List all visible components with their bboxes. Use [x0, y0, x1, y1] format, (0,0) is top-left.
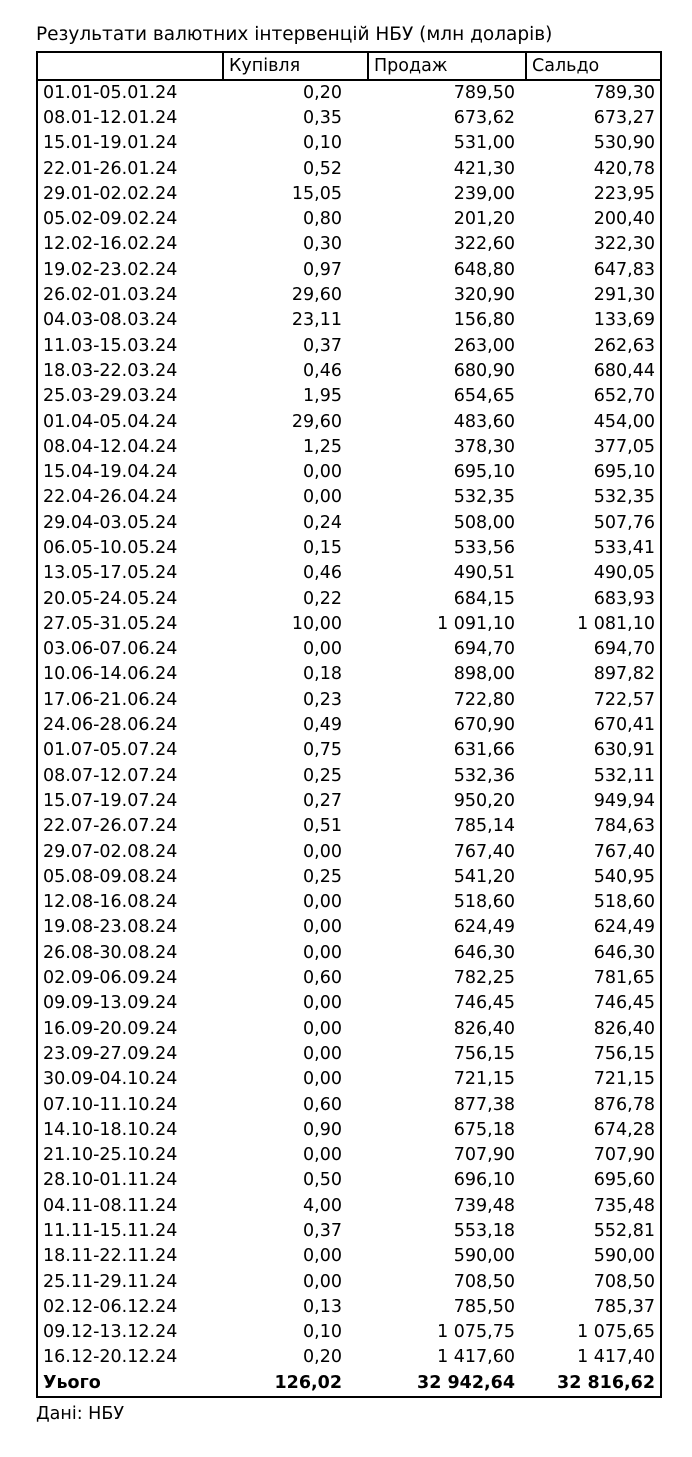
- total-label: Уього: [43, 1373, 101, 1394]
- buy-cell: 0,37: [303, 335, 342, 356]
- buy-cell: 0,97: [303, 259, 342, 280]
- table-row: [37, 991, 661, 1016]
- table-row: [37, 1117, 661, 1142]
- balance-cell: 746,45: [593, 993, 655, 1014]
- table-row: [37, 206, 661, 231]
- table-row: [37, 763, 661, 788]
- sell-cell: 541,20: [453, 866, 515, 887]
- balance-cell: 291,30: [593, 285, 655, 306]
- period-cell: 25.11-29.11.24: [43, 1271, 178, 1292]
- period-cell: 01.01-05.01.24: [43, 83, 178, 104]
- table-row: [37, 915, 661, 940]
- buy-cell: 0,00: [303, 892, 342, 913]
- page-title: Результати валютних інтервенцій НБУ (млн доларів): [36, 24, 553, 45]
- sell-cell: 532,36: [453, 765, 515, 786]
- buy-cell: 0,20: [303, 1347, 342, 1368]
- balance-cell: 420,78: [593, 158, 655, 179]
- buy-cell: 0,00: [303, 462, 342, 483]
- table-row: [37, 409, 661, 434]
- period-cell: 12.02-16.02.24: [43, 234, 178, 255]
- buy-cell: 0,00: [303, 917, 342, 938]
- buy-cell: 0,23: [303, 689, 342, 710]
- table-row: [37, 510, 661, 535]
- balance-cell: 530,90: [593, 133, 655, 154]
- period-cell: 09.09-13.09.24: [43, 993, 178, 1014]
- buy-cell: 23,11: [291, 310, 342, 331]
- sell-cell: 675,18: [453, 1119, 515, 1140]
- header-row: [37, 52, 661, 80]
- period-cell: 10.06-14.06.24: [43, 664, 178, 685]
- period-cell: 11.03-15.03.24: [43, 335, 178, 356]
- period-cell: 15.01-19.01.24: [43, 133, 178, 154]
- buy-cell: 0,75: [303, 740, 342, 761]
- period-cell: 23.09-27.09.24: [43, 1043, 178, 1064]
- table-row: [37, 1067, 661, 1092]
- table-row: [37, 257, 661, 282]
- balance-cell: 708,50: [593, 1271, 655, 1292]
- table-row: [37, 1244, 661, 1269]
- period-cell: 27.05-31.05.24: [43, 613, 178, 634]
- buy-cell: 0,60: [303, 1094, 342, 1115]
- buy-cell: 0,00: [303, 993, 342, 1014]
- buy-cell: 0,00: [303, 1018, 342, 1039]
- sell-cell: 673,62: [453, 107, 515, 128]
- table-body: [37, 80, 661, 1397]
- period-cell: 11.11-15.11.24: [43, 1221, 178, 1241]
- balance-cell: 552,81: [593, 1221, 655, 1241]
- balance-cell: 674,28: [593, 1119, 655, 1140]
- buy-cell: 0,10: [303, 133, 342, 154]
- period-cell: 26.08-30.08.24: [43, 942, 178, 963]
- balance-cell: 1 075,65: [577, 1322, 655, 1343]
- balance-cell: 322,30: [593, 234, 655, 255]
- period-cell: 15.07-19.07.24: [43, 790, 178, 811]
- table-row: [37, 232, 661, 257]
- balance-cell: 670,41: [593, 715, 655, 736]
- period-cell: 22.01-26.01.24: [43, 158, 178, 179]
- sell-cell: 531,00: [453, 133, 515, 154]
- table-row: [37, 1269, 661, 1294]
- buy-cell: 29,60: [291, 411, 342, 432]
- period-cell: 08.04-12.04.24: [43, 436, 178, 457]
- table-row: [37, 308, 661, 333]
- sell-cell: 533,56: [453, 537, 515, 558]
- period-cell: 26.02-01.03.24: [43, 285, 178, 306]
- balance-cell: 695,10: [593, 462, 655, 483]
- table-row: [37, 738, 661, 763]
- period-cell: 18.11-22.11.24: [43, 1246, 178, 1267]
- sell-cell: 826,40: [453, 1018, 515, 1039]
- sell-cell: 421,30: [453, 158, 515, 179]
- table-row: [37, 561, 661, 586]
- period-cell: 22.04-26.04.24: [43, 487, 178, 508]
- period-cell: 06.05-10.05.24: [43, 537, 178, 558]
- buy-cell: 0,00: [303, 1069, 342, 1090]
- buy-cell: 15,05: [291, 183, 342, 204]
- period-cell: 13.05-17.05.24: [43, 563, 178, 584]
- sell-cell: 680,90: [453, 360, 515, 381]
- sell-cell: 263,00: [453, 335, 515, 356]
- table-row: [37, 1193, 661, 1218]
- period-cell: 12.08-16.08.24: [43, 892, 178, 913]
- balance-cell: 1 081,10: [577, 613, 655, 634]
- buy-cell: 0,13: [303, 1296, 342, 1317]
- table-row: [37, 1168, 661, 1193]
- table-row: [37, 586, 661, 611]
- balance-cell: 532,35: [593, 487, 655, 508]
- sell-cell: 785,50: [453, 1296, 515, 1317]
- buy-cell: 0,35: [303, 107, 342, 128]
- sell-cell: 707,90: [453, 1145, 515, 1166]
- sell-cell: 746,45: [453, 993, 515, 1014]
- sell-cell: 950,20: [453, 790, 515, 811]
- sell-cell: 756,15: [453, 1043, 515, 1064]
- period-cell: 19.08-23.08.24: [43, 917, 178, 938]
- balance-cell: 694,70: [593, 639, 655, 660]
- total-buy: 126,02: [274, 1373, 342, 1394]
- period-cell: 25.03-29.03.24: [43, 386, 178, 407]
- period-cell: 30.09-04.10.24: [43, 1069, 178, 1090]
- balance-cell: 1 417,40: [577, 1347, 655, 1368]
- buy-cell: 0,00: [303, 1246, 342, 1267]
- buy-cell: 0,90: [303, 1119, 342, 1140]
- sell-cell: 1 091,10: [437, 613, 515, 634]
- table-row: [37, 1092, 661, 1117]
- buy-cell: 0,00: [303, 841, 342, 862]
- balance-cell: 590,00: [593, 1246, 655, 1267]
- sell-cell: 553,18: [453, 1221, 515, 1241]
- balance-cell: 532,11: [593, 765, 655, 786]
- period-cell: 17.06-21.06.24: [43, 689, 178, 710]
- sell-cell: 631,66: [453, 740, 515, 761]
- sell-cell: 156,80: [453, 310, 515, 331]
- sell-cell: 648,80: [453, 259, 515, 280]
- sell-cell: 518,60: [453, 892, 515, 913]
- period-cell: 04.11-08.11.24: [43, 1195, 178, 1216]
- sell-cell: 1 075,75: [437, 1322, 515, 1343]
- sell-cell: 624,49: [453, 917, 515, 938]
- sell-cell: 694,70: [453, 639, 515, 660]
- table-row: [37, 535, 661, 560]
- balance-cell: 223,95: [593, 183, 655, 204]
- buy-cell: 0,37: [303, 1221, 342, 1241]
- table-row: [37, 282, 661, 307]
- sell-cell: 782,25: [453, 968, 515, 989]
- balance-cell: 735,48: [593, 1195, 655, 1216]
- period-cell: 28.10-01.11.24: [43, 1170, 178, 1191]
- sell-cell: 239,00: [453, 183, 515, 204]
- balance-cell: 262,63: [593, 335, 655, 356]
- balance-cell: 646,30: [593, 942, 655, 963]
- balance-cell: 133,69: [593, 310, 655, 331]
- balance-cell: 683,93: [593, 588, 655, 609]
- period-cell: 21.10-25.10.24: [43, 1145, 178, 1166]
- sell-cell: 684,15: [453, 588, 515, 609]
- period-cell: 19.02-23.02.24: [43, 259, 178, 280]
- balance-cell: 781,65: [593, 968, 655, 989]
- balance-cell: 722,57: [593, 689, 655, 710]
- sell-cell: 739,48: [453, 1195, 515, 1216]
- table-header: [37, 52, 661, 80]
- table-row: [37, 434, 661, 459]
- buy-cell: 0,00: [303, 487, 342, 508]
- balance-cell: 876,78: [593, 1094, 655, 1115]
- balance-cell: 707,90: [593, 1145, 655, 1166]
- sell-cell: 877,38: [453, 1094, 515, 1115]
- interventions-table: [36, 51, 662, 1398]
- period-cell: 15.04-19.04.24: [43, 462, 178, 483]
- sell-cell: 646,30: [453, 942, 515, 963]
- table-row: [37, 1041, 661, 1066]
- buy-cell: 10,00: [291, 613, 342, 634]
- period-cell: 29.07-02.08.24: [43, 841, 178, 862]
- sell-cell: 320,90: [453, 285, 515, 306]
- table-row: [37, 1294, 661, 1319]
- table-row: [37, 965, 661, 990]
- period-cell: 08.01-12.01.24: [43, 107, 178, 128]
- table-row: [37, 156, 661, 181]
- table-row: [37, 637, 661, 662]
- balance-cell: 518,60: [593, 892, 655, 913]
- balance-cell: 490,05: [593, 563, 655, 584]
- period-cell: 29.04-03.05.24: [43, 512, 178, 533]
- buy-cell: 0,25: [303, 765, 342, 786]
- period-cell: 05.08-09.08.24: [43, 866, 178, 887]
- period-cell: 04.03-08.03.24: [43, 310, 178, 331]
- period-cell: 01.07-05.07.24: [43, 740, 178, 761]
- buy-cell: 0,20: [303, 83, 342, 104]
- sell-cell: 789,50: [453, 83, 515, 104]
- period-cell: 09.12-13.12.24: [43, 1322, 178, 1343]
- sell-cell: 654,65: [453, 386, 515, 407]
- balance-cell: 784,63: [593, 816, 655, 837]
- period-cell: 16.12-20.12.24: [43, 1347, 178, 1368]
- balance-cell: 767,40: [593, 841, 655, 862]
- sell-cell: 378,30: [453, 436, 515, 457]
- period-cell: 07.10-11.10.24: [43, 1094, 178, 1115]
- header-balance: Сальдо: [526, 52, 661, 80]
- total-sell: 32 942,64: [417, 1373, 515, 1394]
- buy-cell: 0,51: [303, 816, 342, 837]
- sell-cell: 785,14: [453, 816, 515, 837]
- table-row: [37, 333, 661, 358]
- buy-cell: 0,24: [303, 512, 342, 533]
- balance-cell: 630,91: [593, 740, 655, 761]
- buy-cell: 0,00: [303, 1145, 342, 1166]
- sell-cell: 722,80: [453, 689, 515, 710]
- sell-cell: 695,10: [453, 462, 515, 483]
- buy-cell: 0,46: [303, 563, 342, 584]
- sell-cell: 721,15: [453, 1069, 515, 1090]
- period-cell: 24.06-28.06.24: [43, 715, 178, 736]
- table-row: [37, 105, 661, 130]
- table-row: [37, 940, 661, 965]
- period-cell: 05.02-09.02.24: [43, 209, 178, 230]
- balance-cell: 756,15: [593, 1043, 655, 1064]
- table-row: [37, 459, 661, 484]
- total-balance: 32 816,62: [557, 1373, 655, 1394]
- balance-cell: 533,41: [593, 537, 655, 558]
- balance-cell: 826,40: [593, 1018, 655, 1039]
- sell-cell: 322,60: [453, 234, 515, 255]
- buy-cell: 0,00: [303, 639, 342, 660]
- table-row: [37, 662, 661, 687]
- balance-cell: 624,49: [593, 917, 655, 938]
- table-row: [37, 131, 661, 156]
- period-cell: 18.03-22.03.24: [43, 360, 178, 381]
- table-row: [37, 788, 661, 813]
- balance-cell: 721,15: [593, 1069, 655, 1090]
- table-row: [37, 890, 661, 915]
- table-row: [37, 712, 661, 737]
- balance-cell: 785,37: [593, 1296, 655, 1317]
- period-cell: 16.09-20.09.24: [43, 1018, 178, 1039]
- sell-cell: 670,90: [453, 715, 515, 736]
- sell-cell: 696,10: [453, 1170, 515, 1191]
- sell-cell: 483,60: [453, 411, 515, 432]
- table-row: [37, 1218, 661, 1243]
- buy-cell: 0,50: [303, 1170, 342, 1191]
- table-row: [37, 839, 661, 864]
- total-row: [37, 1370, 661, 1397]
- period-cell: 14.10-18.10.24: [43, 1119, 178, 1140]
- sell-cell: 1 417,60: [437, 1347, 515, 1368]
- period-cell: 01.04-05.04.24: [43, 411, 178, 432]
- buy-cell: 0,10: [303, 1322, 342, 1343]
- balance-cell: 507,76: [593, 512, 655, 533]
- table-row: [37, 1142, 661, 1167]
- table-row: [37, 358, 661, 383]
- buy-cell: 0,15: [303, 537, 342, 558]
- table-row: [37, 80, 661, 105]
- balance-cell: 673,27: [593, 107, 655, 128]
- header-period: [37, 52, 223, 80]
- sell-cell: 898,00: [453, 664, 515, 685]
- table-row: [37, 611, 661, 636]
- sell-cell: 490,51: [453, 563, 515, 584]
- buy-cell: 0,18: [303, 664, 342, 685]
- balance-cell: 652,70: [593, 386, 655, 407]
- buy-cell: 0,00: [303, 1271, 342, 1292]
- balance-cell: 377,05: [593, 436, 655, 457]
- buy-cell: 0,60: [303, 968, 342, 989]
- sell-cell: 508,00: [453, 512, 515, 533]
- table-row: [37, 181, 661, 206]
- buy-cell: 0,49: [303, 715, 342, 736]
- buy-cell: 0,46: [303, 360, 342, 381]
- balance-cell: 647,83: [593, 259, 655, 280]
- header-buy: Купівля: [223, 52, 368, 80]
- balance-cell: 200,40: [593, 209, 655, 230]
- table-row: [37, 814, 661, 839]
- sell-cell: 590,00: [453, 1246, 515, 1267]
- buy-cell: 0,00: [303, 942, 342, 963]
- buy-cell: 0,80: [303, 209, 342, 230]
- balance-cell: 680,44: [593, 360, 655, 381]
- buy-cell: 29,60: [291, 285, 342, 306]
- balance-cell: 897,82: [593, 664, 655, 685]
- sell-cell: 201,20: [453, 209, 515, 230]
- header-sell: Продаж: [368, 52, 526, 80]
- buy-cell: 4,00: [303, 1195, 342, 1216]
- period-cell: 08.07-12.07.24: [43, 765, 178, 786]
- sell-cell: 532,35: [453, 487, 515, 508]
- table-row: [37, 1320, 661, 1345]
- buy-cell: 0,52: [303, 158, 342, 179]
- balance-cell: 540,95: [593, 866, 655, 887]
- buy-cell: 0,30: [303, 234, 342, 255]
- table-row: [37, 687, 661, 712]
- sell-cell: 708,50: [453, 1271, 515, 1292]
- buy-cell: 1,95: [303, 386, 342, 407]
- period-cell: 02.09-06.09.24: [43, 968, 178, 989]
- buy-cell: 0,00: [303, 1043, 342, 1064]
- buy-cell: 0,22: [303, 588, 342, 609]
- balance-cell: 695,60: [593, 1170, 655, 1191]
- table-row: [37, 384, 661, 409]
- period-cell: 03.06-07.06.24: [43, 639, 178, 660]
- table-row: [37, 864, 661, 889]
- balance-cell: 454,00: [593, 411, 655, 432]
- table-row: [37, 1016, 661, 1041]
- buy-cell: 1,25: [303, 436, 342, 457]
- table-row: [37, 1345, 661, 1370]
- period-cell: 20.05-24.05.24: [43, 588, 178, 609]
- source-note: Дані: НБУ: [36, 1404, 124, 1425]
- period-cell: 22.07-26.07.24: [43, 816, 178, 837]
- sell-cell: 767,40: [453, 841, 515, 862]
- buy-cell: 0,27: [303, 790, 342, 811]
- period-cell: 02.12-06.12.24: [43, 1296, 178, 1317]
- table-row: [37, 485, 661, 510]
- period-cell: 29.01-02.02.24: [43, 183, 178, 204]
- buy-cell: 0,25: [303, 866, 342, 887]
- balance-cell: 789,30: [593, 83, 655, 104]
- balance-cell: 949,94: [593, 790, 655, 811]
